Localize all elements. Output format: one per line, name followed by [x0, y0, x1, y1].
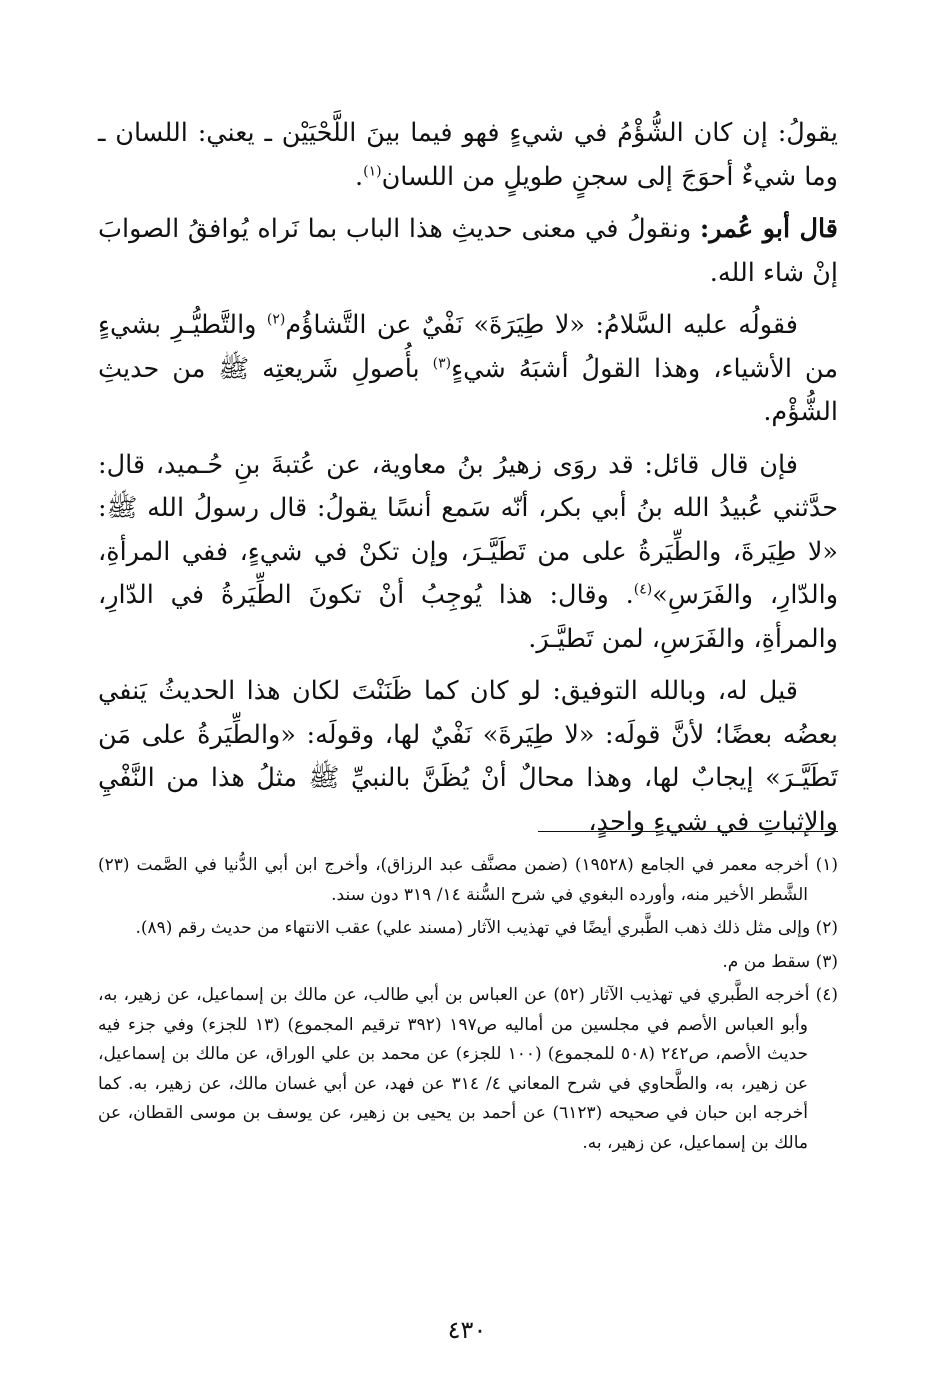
footnote-2: (٢) وإلى مثل ذلك ذهب الطَّبري أيضًا في تهذيب الآثار (مسند علي) عقب الانتهاء من حديث رقم (٨٩). [135, 918, 838, 938]
main-text [98, 112, 838, 844]
footnote-1: (١) أخرجه معمر في الجامع (١٩٥٢٨) (ضمن مصنَّف عبد الرزاق)، وأخرج ابن أبي الدُّنيا في الصَّمت (٢٣) الشَّطر الأخير منه، وأورده البغوي في شرح السُّنة ١٤/ ٣١٩ دون سند. [98, 855, 839, 905]
paragraph-3: فقولُه عليه السَّلامُ: «لا طِيَرَةَ» نَفْيٌ عن التَّشاؤُم$^{(٢)}$ والتَّطيُّـرِ بشيءٍ من الأشياء، وهذا القولُ أشبَهُ شيءٍ$^{(٣)}$ بأُصولِ شَريعتِه ﷺ من حديثِ الشُّؤْم. [98, 310, 838, 427]
paragraph-2: قال أبو عُمر: ونقولُ في معنى حديثِ هذا الباب بما نَراه يُوافقُ الصوابَ إنْ شاء الله. [98, 214, 838, 288]
paragraph-1: يقولُ: إن كان الشُّؤْمُ في شيءٍ فهو فيما بينَ اللَّحْيَيْن ـ يعني: اللسان ـ وما شيءٌ أحوَجَ إلى سجنٍ طويلٍ من اللسان$^{(١)}$. [98, 118, 838, 192]
footnote-4: (٤) أخرجه الطَّبري في تهذيب الآثار (٥٢) عن العباس بن أبي طالب، عن مالك بن إسماعيل، عن زهير، به، وأبو العباس الأصم في مجلسين من أماليه ص١٩٧ (٣٩٢ ترقيم المجموع) (١٣ للجزء) وفي جزء فيه حديث الأصم، ص٢٤٢ (٥٠٨ للمجموع) (١٠٠ للجزء) عن محمد بن علي الوراق، عن مالك بن إسماعيل، عن زهير، به، والطَّحاوي في شرح المعاني ٤/ ٣١٤ عن فهد، عن أبي غسان مالك، عن زهير، به. كما أخرجه ابن حبان في صحيحه (٦١٢٣) عن أحمد بن يحيى بن زهير، عن يوسف بن موسى القطان، عن مالك بن إسماعيل، عن زهير، به. [98, 985, 839, 1153]
footnote-ref-4[interactable]: (٤) [633, 581, 653, 598]
speaker-label: قال أبو عُمر: [699, 214, 838, 244]
footnote-3: (٣) سقط من م. [722, 951, 838, 972]
footnote-ref-3[interactable]: (٣) [432, 355, 452, 371]
footnote-ref-2[interactable]: (٢) [266, 311, 286, 328]
paragraph-4: فإن قال قائل: قد روَى زهيرُ بنُ معاوية، عن عُتبةَ بنِ حُـميد، قال: حدَّثني عُبيدُ الله بنُ أبي بكر، أنّه سَمع أنسًا يقولُ: قال رسولُ الله ﷺ: «لا طِيَرةَ، والطِّيَرةُ على من تَطَيَّـرَ، وإن تكنْ في شيءٍ، ففي المرأةِ، والدّارِ، والفَرَسِ»$^{(٤)}$. وقال: هذا يُوجِبُ أنْ تكونَ الطِّيَرةُ في الدّارِ، والمرأةِ، والفَرَسِ، لمن تَطيَّـرَ. [98, 449, 839, 654]
footnote-ref-1[interactable]: (١) [363, 163, 382, 179]
page-number: ٤٣٠ [447, 1316, 487, 1344]
paragraph-5: قيل له، وبالله التوفيق: لو كان كما ظَنَنْتَ لكان هذا الحديثُ يَنفي بعضُه بعضًا؛ لأنَّ قولَه: «لا طِيَرةَ» نَفْيٌ لها، وقولَه: «والطِّيَرةُ على مَن تَطَيَّـرَ» إيجابٌ لها، وهذا محالٌ أنْ يُظَنَّ بالنبيِّ ﷺ مثلُ هذا من النَّفْيِ والإثباتِ في شيءٍ واحدٍ، [98, 676, 838, 837]
footnotes [98, 851, 838, 1162]
footnote-divider [538, 831, 838, 832]
